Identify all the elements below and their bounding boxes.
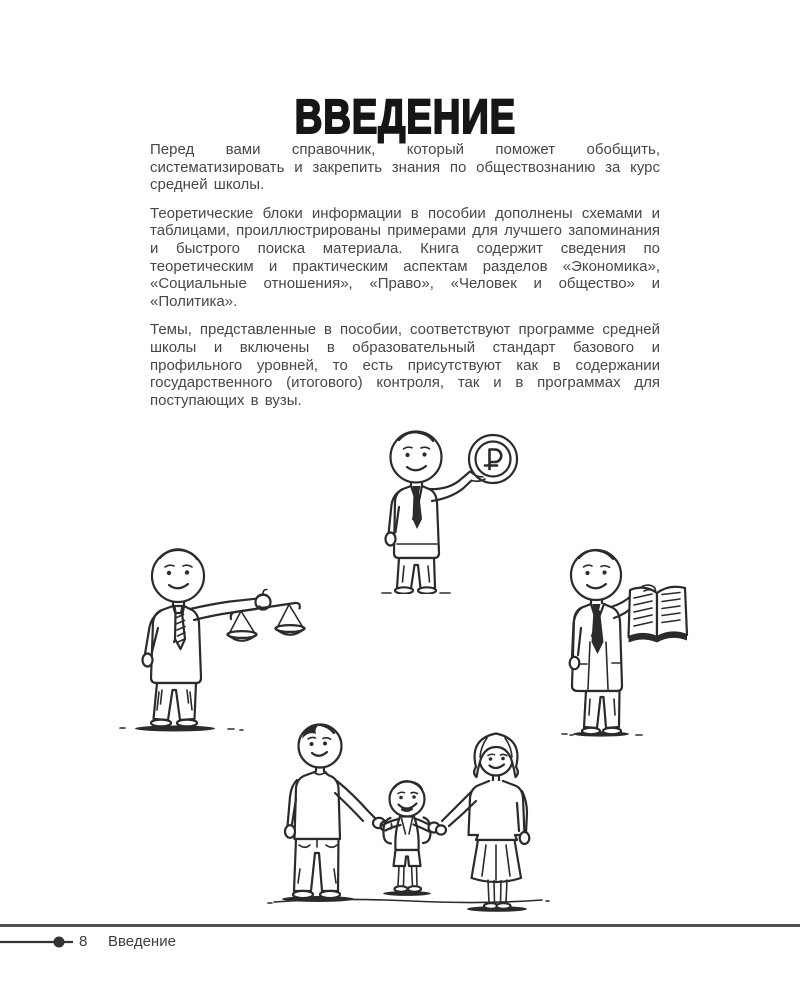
intro-paragraph-1: Перед вами справочник, который поможет обобщить, систематизировать и закрепить знания по обществознанию за курс средней школы. xyxy=(150,141,660,194)
illustration-businessman-book xyxy=(544,543,704,741)
footer-rule xyxy=(0,924,800,927)
ground-shadow xyxy=(282,896,354,902)
illustration-businessman-scales xyxy=(112,540,322,734)
illustration-family xyxy=(266,719,550,917)
mother-figure xyxy=(442,734,529,909)
businessman-figure xyxy=(120,549,305,731)
footer-bullet-line xyxy=(0,934,78,950)
page-title xyxy=(150,91,660,145)
intro-paragraph-3: Темы, представленные в пособии, соответствуют программе средней школы и включены в образовательный стандарт базового и профильного уровней, то есть присутствуют как в содержании государственного (итогового) контроля, так и в программах для поступающих в вузы. xyxy=(150,321,660,409)
page-title-text: ВВЕДЕНИЕ xyxy=(294,91,516,145)
father-figure xyxy=(285,725,376,899)
bullet-dot-icon xyxy=(54,937,65,948)
intro-text-block xyxy=(150,141,660,420)
balance-scales xyxy=(228,590,305,641)
child-figure xyxy=(382,781,432,892)
businessman-figure xyxy=(562,550,687,737)
ground-shadow xyxy=(135,726,215,732)
businessman-figure xyxy=(382,432,517,594)
illustration-businessman-ruble-coin xyxy=(366,424,530,594)
page-number: 8 xyxy=(79,933,88,950)
open-book xyxy=(629,587,688,643)
footer-section-title: Введение xyxy=(108,933,176,950)
intro-paragraph-2: Теоретические блоки информации в пособии дополнены схемами и таблицами, проиллюстрированы примерами для лучшего запоминания и быстрого поиска материала. Книга содержит сведения по теоретическим и практическим аспектам разделов «Экономика», «Социальные отношения», «Право», «Человек и общество» и «Политика». xyxy=(150,204,660,310)
